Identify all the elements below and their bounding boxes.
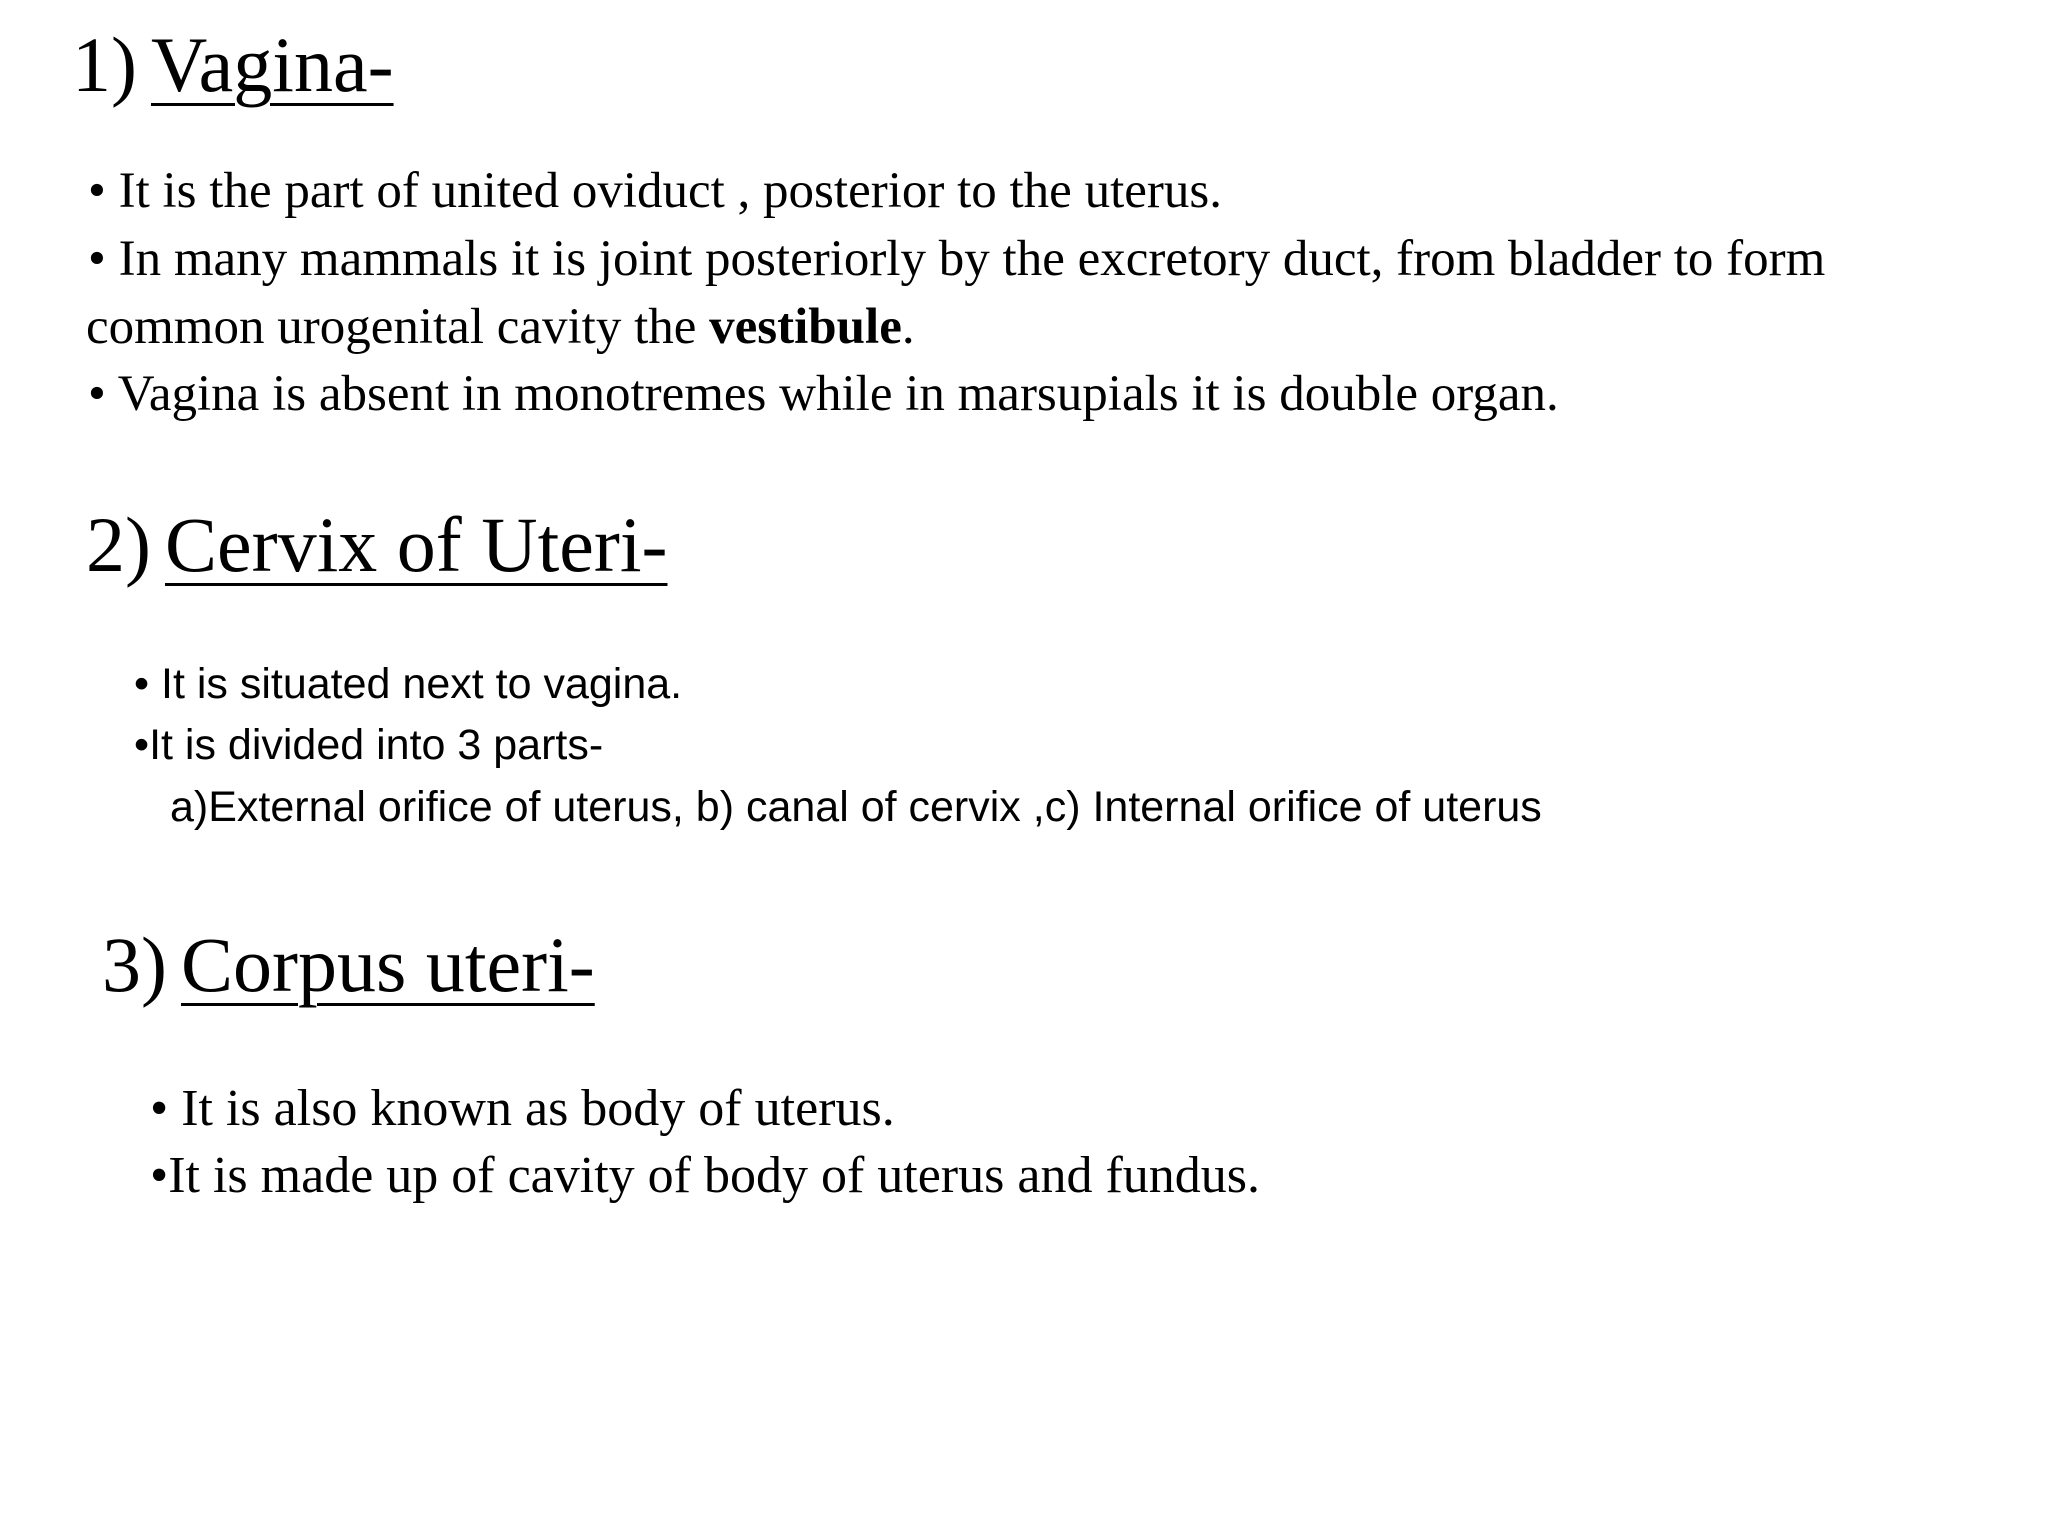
bullet-line [134, 660, 683, 708]
section-heading-vagina [72, 21, 394, 108]
section-heading-cervix [86, 501, 668, 588]
bullet-text: It is also known as body of uterus. [181, 1080, 895, 1137]
bullet-text: It is the part of united oviduct , posterior to the uterus. [118, 163, 1222, 219]
section-heading-corpus [102, 921, 595, 1008]
bullet-line [150, 1147, 1260, 1204]
bullet-line [88, 366, 1559, 422]
bullet-icon: • [134, 721, 150, 769]
bullet-icon: • [150, 1080, 169, 1137]
bullet-text: It is made up of cavity of body of uterus and fundus. [168, 1147, 1260, 1204]
bullet-icon: • [88, 231, 106, 287]
section-title: Corpus uteri- [180, 921, 595, 1008]
bullet-line [88, 231, 1826, 287]
bold-term-vestibule: vestibule [709, 299, 902, 355]
continuation-line [86, 299, 915, 355]
section-title: Cervix of Uteri- [164, 501, 668, 588]
bullet-icon: • [88, 366, 106, 422]
bullet-icon: • [88, 163, 106, 219]
section-number: 2) [86, 501, 151, 588]
line-text-after: . [901, 299, 915, 355]
line-text-before: common urogenital cavity the [86, 299, 710, 355]
bullet-icon: • [150, 1147, 169, 1204]
bullet-text: It is situated next to vagina. [161, 660, 683, 708]
line-text: a)External orifice of uterus, b) canal of cervix ,c) Internal orifice of uterus [170, 783, 1542, 831]
bullet-line [88, 163, 1222, 219]
bullet-icon: • [134, 660, 150, 708]
sub-list-line [170, 783, 1542, 831]
section-number: 3) [102, 921, 167, 1008]
bullet-line [134, 721, 604, 769]
bullet-text: Vagina is absent in monotremes while in marsupials it is double organ. [117, 366, 1559, 422]
bullet-text: It is divided into 3 parts- [149, 721, 604, 769]
bullet-line [150, 1080, 895, 1137]
bullet-text: In many mammals it is joint posteriorly by the excretory duct, from bladder to form [118, 231, 1826, 287]
section-title: Vagina- [150, 21, 394, 108]
section-number: 1) [72, 21, 137, 108]
